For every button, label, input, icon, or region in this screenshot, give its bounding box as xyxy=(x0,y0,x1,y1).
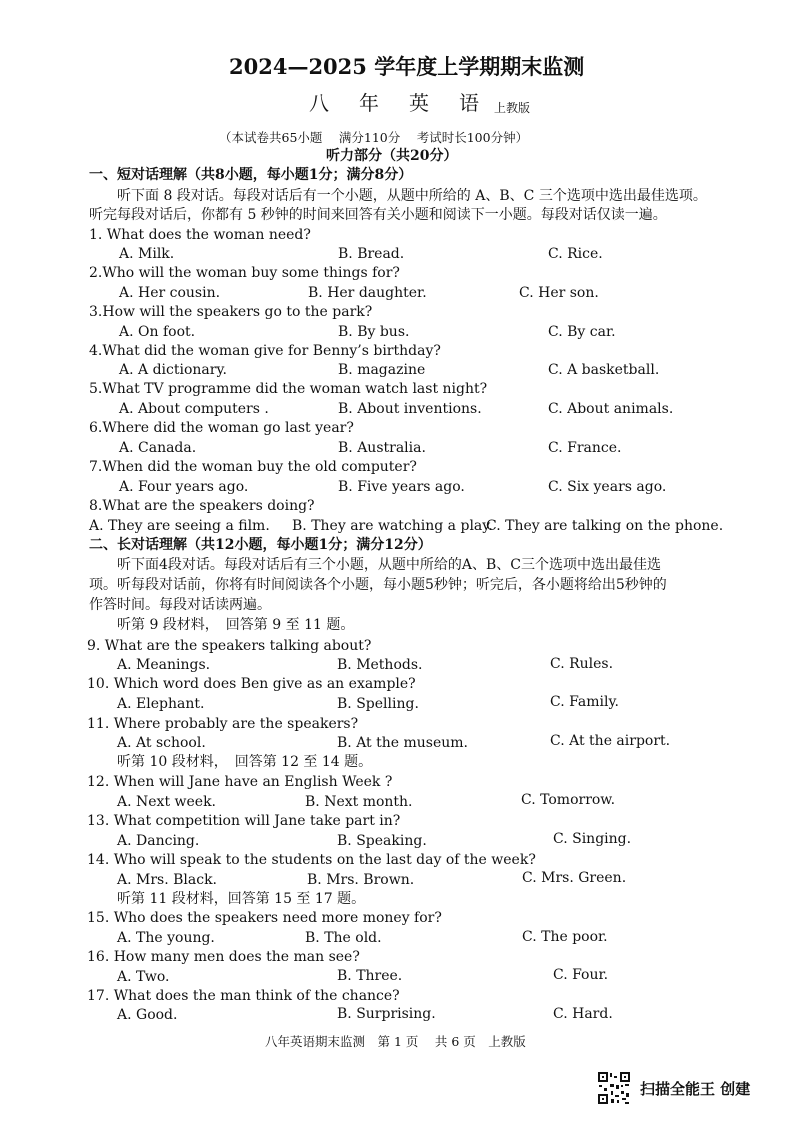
question-15: 15. Who does the speakers need more money for? xyxy=(87,910,442,926)
q15-option-a: A. The young. xyxy=(117,930,215,946)
scanner-watermark: 扫描全能王 创建 xyxy=(640,1080,751,1098)
section2-instruction-line1: 听下面4段对话。每段对话后有三个小题，从题中所给的A、B、C三个选项中选出最佳选 xyxy=(117,557,662,573)
q6-option-c: C. France. xyxy=(548,440,622,456)
q14-option-a: A. Mrs. Black. xyxy=(117,872,218,888)
subject-char-4: 语 xyxy=(459,91,479,115)
q11-option-c: C. At the airport. xyxy=(550,733,671,749)
page-footer: 八年英语期末监测 第 1 页 共 6 页 上教版 xyxy=(265,1034,526,1049)
material-11-label: 听第 11 段材料，回答第 15 至 17 题。 xyxy=(117,891,366,907)
q11-option-a: A. At school. xyxy=(117,735,206,751)
q5-option-b: B. About inventions. xyxy=(338,401,482,417)
q4-option-a: A. A dictionary. xyxy=(119,362,227,378)
question-9: 9. What are the speakers talking about? xyxy=(87,638,372,654)
q2-option-c: C. Her son. xyxy=(519,285,599,301)
q16-option-a: A. Two. xyxy=(117,969,170,985)
q6-option-a: A. Canada. xyxy=(119,440,197,456)
q13-option-a: A. Dancing. xyxy=(117,833,200,849)
q11-option-b: B. At the museum. xyxy=(337,735,469,751)
q7-option-b: B. Five years ago. xyxy=(338,479,465,495)
q17-option-a: A. Good. xyxy=(117,1007,178,1023)
question-7: 7.When did the woman buy the old computer? xyxy=(89,459,417,475)
q9-option-b: B. Methods. xyxy=(337,657,423,673)
question-6: 6.Where did the woman go last year? xyxy=(89,420,354,436)
section2-instruction-line2: 项。听每段对话前，你将有时间阅读各个小题，每小题5秒钟；听完后，各小题将给出5秒钟的 xyxy=(89,577,667,593)
section1-instruction-line2: 听完每段对话后，你都有 5 秒钟的时间来回答有关小题和阅读下一小题。每段对话仅读一遍。 xyxy=(89,207,667,223)
q1-option-a: A. Milk. xyxy=(119,246,175,262)
question-2: 2.Who will the woman buy some things for? xyxy=(89,265,400,281)
exam-title: 2024—2025 学年度上学期期末监测 xyxy=(229,54,585,79)
question-11: 11. Where probably are the speakers? xyxy=(87,716,359,732)
question-4: 4.What did the woman give for Benny’s birthday? xyxy=(89,343,441,359)
part-heading: 听力部分（共20分） xyxy=(326,148,458,164)
question-17: 17. What does the man think of the chance? xyxy=(87,988,400,1004)
q7-option-a: A. Four years ago. xyxy=(119,479,249,495)
question-10: 10. Which word does Ben give as an example? xyxy=(87,676,416,692)
q3-option-a: A. On foot. xyxy=(119,324,196,340)
question-3: 3.How will the speakers go to the park? xyxy=(89,304,373,320)
q9-option-c: C. Rules. xyxy=(550,656,614,672)
q10-option-b: B. Spelling. xyxy=(337,696,419,712)
question-12: 12. When will Jane have an English Week ? xyxy=(87,774,393,790)
subject-char-2: 年 xyxy=(359,91,379,115)
q5-option-a: A. About computers . xyxy=(119,401,269,417)
q7-option-c: C. Six years ago. xyxy=(548,479,667,495)
section1-instruction-line1: 听下面 8 段对话。每段对话后有一个小题，从题中所给的 A、B、C 三个选项中选出最佳选项。 xyxy=(117,188,707,204)
question-5: 5.What TV programme did the woman watch last night? xyxy=(89,381,488,397)
q12-option-c: C. Tomorrow. xyxy=(521,792,616,808)
q6-option-b: B. Australia. xyxy=(338,440,426,456)
q9-option-a: A. Meanings. xyxy=(117,657,211,673)
question-13: 13. What competition will Jane take part in? xyxy=(87,813,401,829)
q10-option-c: C. Family. xyxy=(550,694,619,710)
q16-option-b: B. Three. xyxy=(337,968,403,984)
q1-option-b: B. Bread. xyxy=(338,246,405,262)
question-1: 1. What does the woman need? xyxy=(89,227,311,243)
q8-option-b: B. They are watching a play. xyxy=(292,518,493,534)
q14-option-c: C. Mrs. Green. xyxy=(522,870,627,886)
q13-option-c: C. Singing. xyxy=(553,831,632,847)
q3-option-b: B. By bus. xyxy=(338,324,410,340)
q3-option-c: C. By car. xyxy=(548,324,616,340)
exam-info: （本试卷共65小题 满分110分 考试时长100分钟） xyxy=(219,130,529,145)
question-14: 14. Who will speak to the students on the last day of the week? xyxy=(87,852,536,868)
q8-option-c: C. They are talking on the phone. xyxy=(486,518,724,534)
q10-option-a: A. Elephant. xyxy=(117,696,205,712)
q2-option-b: B. Her daughter. xyxy=(308,285,427,301)
q12-option-b: B. Next month. xyxy=(305,794,413,810)
section2-instruction-line3: 作答时间。每段对话读两遍。 xyxy=(89,597,271,613)
q2-option-a: A. Her cousin. xyxy=(119,285,221,301)
subject-char-1: 八 xyxy=(309,91,329,115)
q15-option-c: C. The poor. xyxy=(522,929,608,945)
q1-option-c: C. Rice. xyxy=(548,246,603,262)
q13-option-b: B. Speaking. xyxy=(337,833,427,849)
q4-option-b: B. magazine xyxy=(338,362,426,378)
question-8: 8.What are the speakers doing? xyxy=(89,498,315,514)
question-16: 16. How many men does the man see? xyxy=(87,949,360,965)
q16-option-c: C. Four. xyxy=(553,967,609,983)
section2-heading: 二、长对话理解（共12小题，每小题1分；满分12分） xyxy=(89,537,432,553)
q17-option-b: B. Surprising. xyxy=(337,1006,436,1022)
material-9-label: 听第 9 段材料， 回答第 9 至 11 题。 xyxy=(117,617,355,633)
q15-option-b: B. The old. xyxy=(305,930,382,946)
material-10-label: 听第 10 段材料， 回答第 12 至 14 题。 xyxy=(117,754,373,770)
qr-code-icon xyxy=(597,1071,631,1105)
q14-option-b: B. Mrs. Brown. xyxy=(307,872,415,888)
q8-option-a: A. They are seeing a film. xyxy=(89,518,270,534)
q12-option-a: A. Next week. xyxy=(117,794,217,810)
section1-heading: 一、短对话理解（共8小题，每小题1分；满分8分） xyxy=(89,167,413,183)
q4-option-c: C. A basketball. xyxy=(548,362,660,378)
q5-option-c: C. About animals. xyxy=(548,401,674,417)
q17-option-c: C. Hard. xyxy=(553,1006,613,1022)
edition-label: 上教版 xyxy=(494,101,531,115)
subject-char-3: 英 xyxy=(409,91,429,115)
